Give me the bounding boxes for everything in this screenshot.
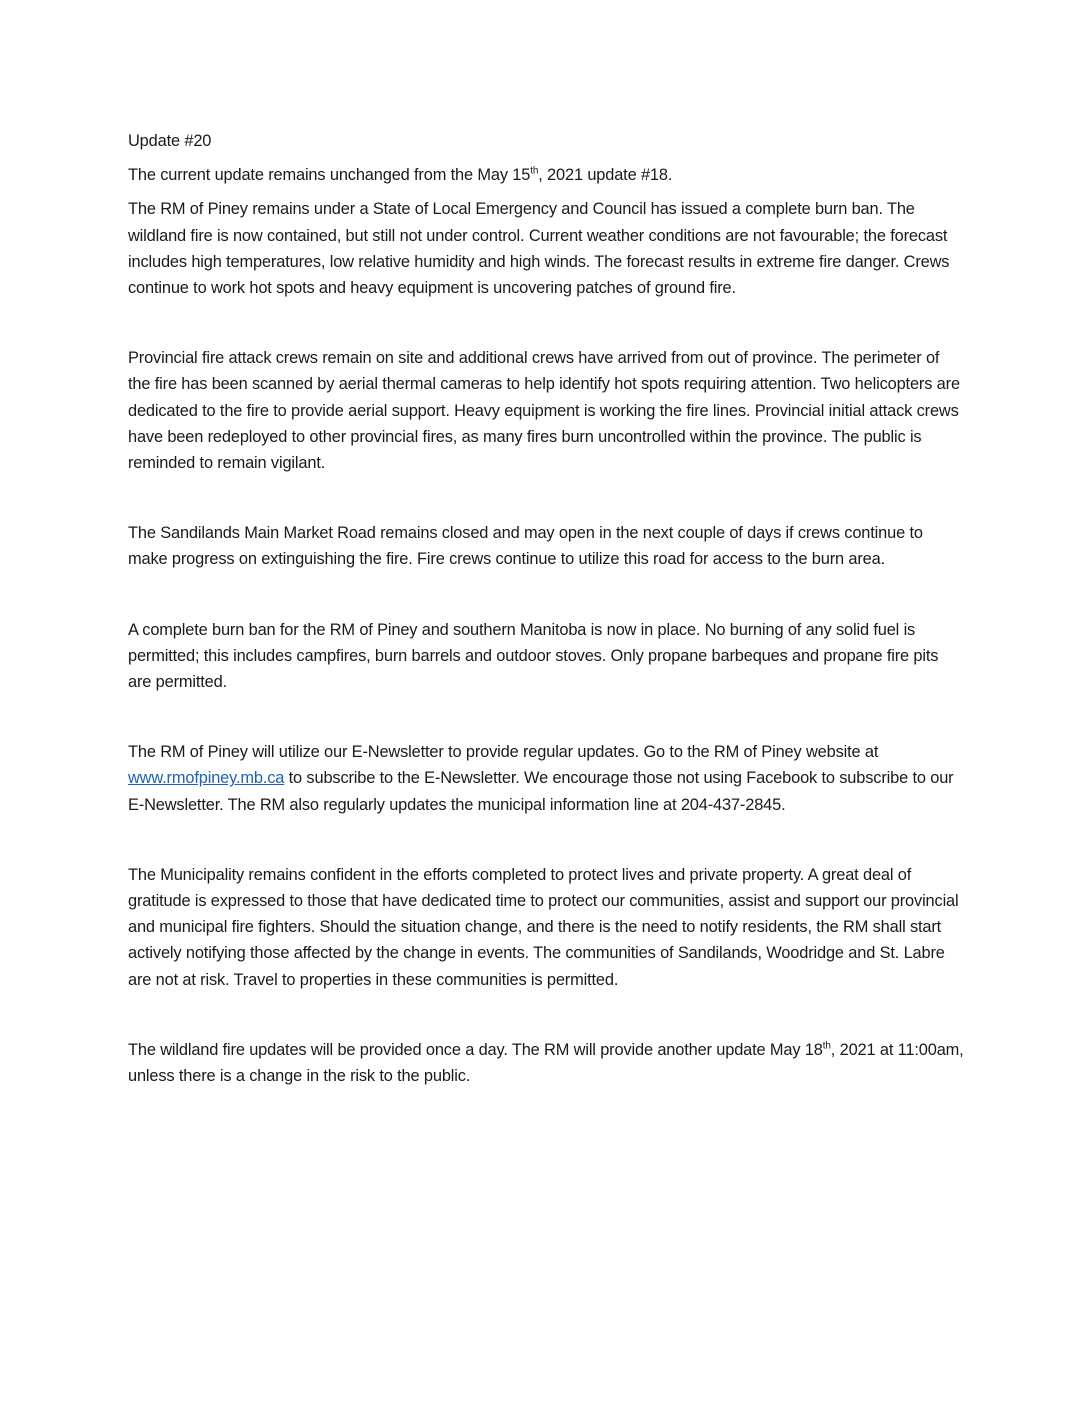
document-body xyxy=(128,128,964,1089)
newsletter-text-before: The RM of Piney will utilize our E-Newsletter to provide regular updates. Go to the RM of Piney website at xyxy=(128,743,879,762)
paragraph-burn-ban: A complete burn ban for the RM of Piney and southern Manitoba is now in place. No burning of any solid fuel is permitted; this includes campfires, burn barrels and outdoor stoves. Only propane barbeques and propane fire pits are permitted. xyxy=(128,620,939,692)
spacer xyxy=(128,476,964,520)
intro-text-after: , 2021 update #18. xyxy=(538,166,673,185)
intro-superscript: th xyxy=(530,165,539,177)
paragraph-newsletter xyxy=(128,739,964,818)
next-update-superscript: th xyxy=(822,1040,831,1052)
spacer xyxy=(128,154,964,162)
spacer xyxy=(128,818,964,862)
website-link[interactable]: www.rmofpiney.mb.ca xyxy=(128,769,285,788)
next-update-text-before: The wildland fire updates will be provided once a day. The RM will provide another update May 18 xyxy=(128,1040,823,1059)
paragraph-fire-crews: Provincial fire attack crews remain on site and additional crews have arrived from out of province. The perimeter of the fire has been scanned by aerial thermal cameras to help identify hot spots requiring attention. Two helicopters are dedicated to the fire to provide aerial support. Heavy equipment is working the fire lines. Provincial initial attack crews have been redeployed to other provincial fires, as many fires burn uncontrolled within the province. The public is reminded to remain vigilant. xyxy=(128,349,960,473)
next-update-text-after: , 2021 at 11:00am, unless there is a change in the risk to the public. xyxy=(128,1040,964,1086)
spacer xyxy=(128,188,964,196)
paragraph-municipality: The Municipality remains confident in the efforts completed to protect lives and private property. A great deal of gratitude is expressed to those that have dedicated time to protect our communities, assist and support our provincial and municipal fire fighters. Should the situation change, and there is the need to notify residents, the RM shall start actively notifying those affected by the change in events. The communities of Sandilands, Woodridge and St. Labre are not at risk. Travel to properties in these communities is permitted. xyxy=(128,865,959,989)
intro-paragraph xyxy=(128,162,964,188)
spacer xyxy=(128,695,964,739)
update-heading: Update #20 xyxy=(128,132,212,150)
spacer xyxy=(128,573,964,617)
paragraph-road-closure: The Sandilands Main Market Road remains closed and may open in the next couple of days if crews continue to make progress on extinguishing the fire. Fire crews continue to utilize this road for access to the burn area. xyxy=(128,524,923,569)
newsletter-text-after: to subscribe to the E-Newsletter. We encourage those not using Facebook to subscribe to our E-Newsletter. The RM also regularly updates the municipal information line at 204-437-2845. xyxy=(128,769,954,814)
paragraph-emergency-status: The RM of Piney remains under a State of Local Emergency and Council has issued a complete burn ban. The wildland fire is now contained, but still not under control. Current weather conditions are not favourable; the forecast includes high temperatures, low relative humidity and high winds. The forecast results in extreme fire danger. Crews continue to work hot spots and heavy equipment is uncovering patches of ground fire. xyxy=(128,200,950,298)
paragraph-next-update xyxy=(128,1037,964,1089)
spacer xyxy=(128,301,964,345)
spacer xyxy=(128,993,964,1037)
intro-text-before: The current update remains unchanged from the May 15 xyxy=(128,166,531,185)
